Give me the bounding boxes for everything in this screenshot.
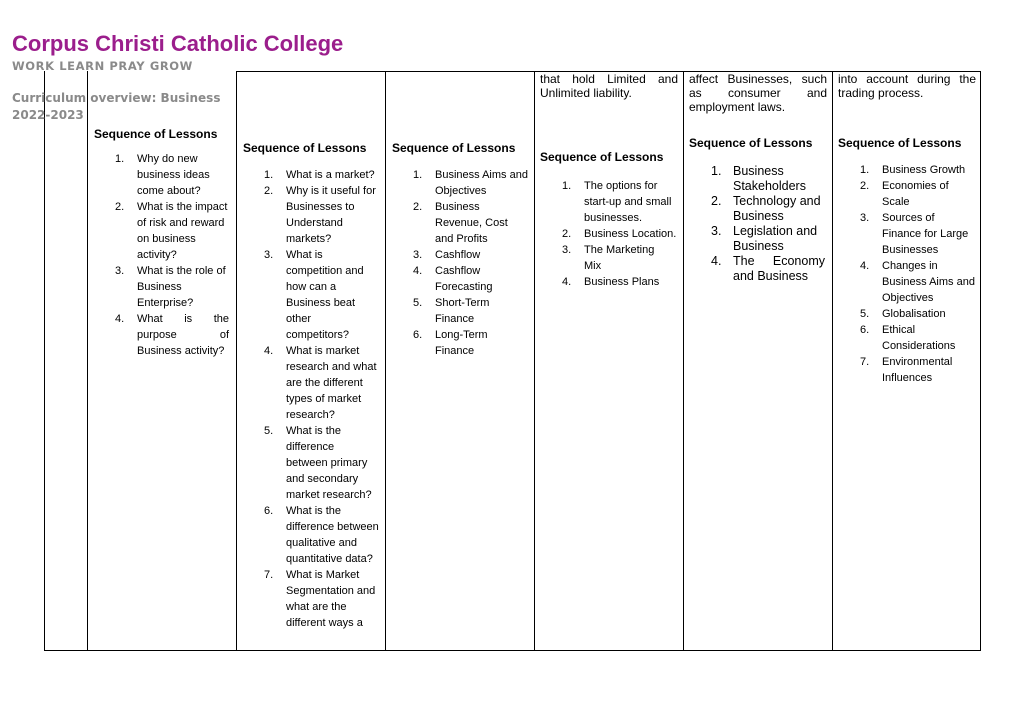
list-item: 5. Globalisation: [860, 308, 946, 320]
list-item: 2. Business Location.: [562, 228, 677, 240]
list-item: 3. What is competition and how can a Business beat other competitors?: [264, 249, 364, 341]
overview-year: 2022-2023: [12, 108, 84, 122]
curriculum-overview-heading: [12, 90, 220, 124]
table-column-2: [243, 141, 383, 631]
continuation-text: that hold Limited and Unlimited liability.: [540, 72, 678, 100]
list-item: 2. What is the impact of risk and reward on business activity?: [115, 201, 228, 261]
sequence-heading: Sequence of Lessons: [689, 136, 813, 150]
sequence-heading: Sequence of Lessons: [838, 136, 962, 150]
lesson-list: [94, 151, 232, 359]
continuation-text: affect Businesses, such as consumer and employment laws.: [689, 72, 827, 114]
list-item: 3. Cashflow: [413, 249, 481, 261]
list-item: 1. Business Aims and Objectives: [413, 169, 528, 197]
table-divider: [236, 71, 237, 651]
list-item: 4. What is market research and what are the different types of market research?: [264, 345, 377, 421]
college-tagline: WORK LEARN PRAY GROW: [12, 59, 193, 73]
list-item: 4. Changes in Business Aims and Objectives: [860, 260, 975, 304]
list-item: 2. Technology and Business: [711, 194, 821, 223]
list-item: 6. What is the difference between qualitative and quantitative data?: [264, 505, 379, 565]
list-item: 6. Ethical Considerations: [860, 324, 956, 352]
list-item: 4. Business Plans: [562, 276, 660, 288]
list-item: 2. Economies of Scale: [860, 180, 949, 208]
list-item: 3. The Marketing Mix: [562, 244, 655, 272]
continuation-text: into account during the trading process.: [838, 72, 976, 100]
table-divider: [832, 71, 833, 651]
list-item: 1. Why do new business ideas come about?: [115, 153, 210, 197]
list-item: 6. Long-Term Finance: [413, 329, 488, 357]
list-item: 1. Business Stakeholders: [711, 164, 806, 193]
list-item: 4. What is the purpose of Business activity?: [115, 313, 229, 357]
table-divider: [385, 71, 386, 651]
lesson-list: [540, 178, 678, 290]
list-item: 5. Short-Term Finance: [413, 297, 490, 325]
list-item: 3. What is the role of Business Enterprise?: [115, 265, 226, 309]
table-column-3: [392, 141, 532, 359]
sequence-heading: Sequence of Lessons: [392, 141, 516, 155]
list-item: 1. The options for start-up and small businesses.: [562, 180, 672, 224]
table-divider: [683, 71, 684, 651]
table-divider: [87, 71, 88, 651]
lesson-list: [689, 164, 827, 284]
table-column-1: [94, 127, 232, 359]
list-item: 7. Environmental Influences: [860, 356, 953, 384]
lesson-list: [838, 162, 976, 386]
college-title: Corpus Christi Catholic College: [12, 31, 344, 56]
list-item: 3. Sources of Finance for Large Businesses: [860, 212, 969, 256]
sequence-heading: Sequence of Lessons: [243, 141, 367, 155]
list-item: 2. Business Revenue, Cost and Profits: [413, 201, 508, 245]
list-item: 3. Legislation and Business: [711, 224, 818, 253]
table-column-5: [689, 72, 827, 284]
sequence-heading: Sequence of Lessons: [94, 127, 218, 141]
list-item: 5. What is the difference between primary and secondary market research?: [264, 425, 372, 501]
table-column-6: [838, 72, 976, 386]
list-item: 1. What is a market?: [264, 169, 375, 181]
lesson-list: [392, 167, 532, 359]
list-item: 2. Why is it useful for Businesses to Understand markets?: [264, 185, 376, 245]
list-item: 1. Business Growth: [860, 164, 966, 176]
sequence-heading: Sequence of Lessons: [540, 150, 664, 164]
lesson-list: [243, 167, 383, 631]
list-item: 7. What is Market Segmentation and what are the different ways a: [264, 569, 376, 629]
table-column-4: [540, 72, 678, 290]
list-item: 4. The Economy and Business: [711, 254, 825, 283]
list-item: 4. Cashflow Forecasting: [413, 265, 493, 293]
table-divider: [534, 71, 535, 651]
overview-subject: Curriculum overview: Business: [12, 91, 221, 105]
